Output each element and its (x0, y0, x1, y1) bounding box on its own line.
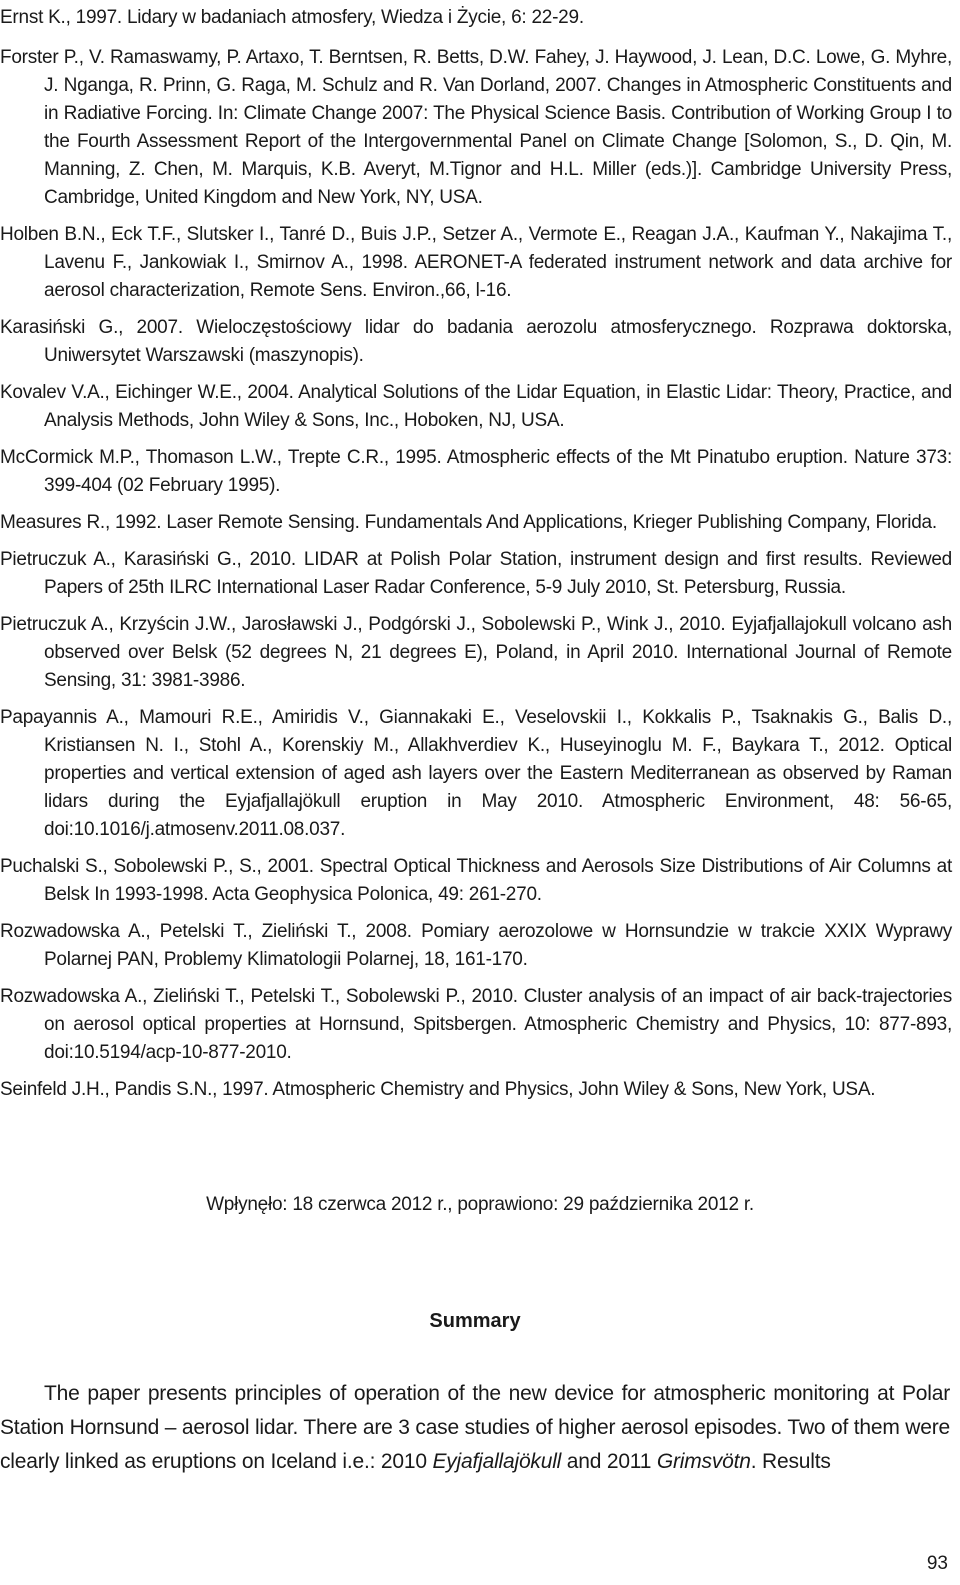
reference-list (0, 4, 952, 1113)
received-date-note: Wpłynęło: 18 czerwca 2012 r., poprawiono: 29 października 2012 r. (206, 1194, 754, 1215)
summary-text-part: and 2011 (561, 1450, 657, 1473)
volcano-name: Eyjafjallajökull (432, 1450, 562, 1473)
page-number: 93 (926, 1553, 948, 1574)
summary-heading: Summary (429, 1310, 521, 1332)
reference-item: Pietruczuk A., Krzyścin J.W., Jarosławski J., Podgórski J., Sobolewski P., Wink J., 2010. Eyjafjallajokull volcano ash observed over Belsk (52 degrees N, 21 degrees E), Poland, in April 2010. International Journal of Remote Sensing, 31: 3981-3986. (0, 614, 952, 691)
summary-text-part: The paper presents principles of operation of the new device for atmospheric monitoring at Polar Station Hornsund – aerosol lidar. There are 3 case studies of higher aerosol episodes. Two of them were clearly linked as eruptions on Iceland i.e.: 2010 (0, 1382, 950, 1473)
reference-item: McCormick M.P., Thomason L.W., Trepte C.R., 1995. Atmospheric effects of the Mt Pinatubo eruption. Nature 373: 399-404 (02 February 1995). (0, 447, 952, 496)
reference-item: Pietruczuk A., Karasiński G., 2010. LIDAR at Polish Polar Station, instrument design and first results. Reviewed Papers of 25th ILRC International Laser Radar Conference, 5-9 July 2010, St. Petersburg, Russia. (0, 549, 952, 598)
volcano-name: Grimsvötn (656, 1450, 751, 1473)
reference-item: Puchalski S., Sobolewski P., S., 2001. Spectral Optical Thickness and Aerosols Size Distributions of Air Columns at Belsk In 1993-1998. Acta Geophysica Polonica, 49: 261-270. (0, 856, 952, 905)
reference-item: Karasiński G., 2007. Wieloczęstościowy lidar do badania aerozolu atmosferycznego. Rozprawa doktorska, Uniwersytet Warszawski (maszynopis). (0, 317, 952, 366)
reference-item: Measures R., 1992. Laser Remote Sensing. Fundamentals And Applications, Krieger Publishing Company, Florida. (0, 512, 937, 533)
reference-item: Kovalev V.A., Eichinger W.E., 2004. Analytical Solutions of the Lidar Equation, in Elastic Lidar: Theory, Practice, and Analysis Methods, John Wiley & Sons, Inc., Hoboken, NJ, USA. (0, 382, 952, 431)
summary-paragraph (0, 1377, 950, 1479)
reference-item: Papayannis A., Mamouri R.E., Amiridis V., Giannakaki E., Veselovskii I., Kokkalis P., Tsaknakis G., Balis D., Kristiansen N. I., Stohl A., Korenskiy M., Allakhverdiev K., Huseyinoglu M. F., Baykara T., 2012. Optical properties and vertical extension of aged ash layers over the Eastern Mediterranean as observed by Raman lidars during the Eyjafjallajökull eruption in May 2010. Atmospheric Environment, 48: 56-65, doi:10.1016/j.atmosenv.2011.08.037. (0, 707, 952, 840)
reference-item: Seinfeld J.H., Pandis S.N., 1997. Atmospheric Chemistry and Physics, John Wiley & Sons, New York, USA. (0, 1079, 876, 1100)
reference-item: Ernst K., 1997. Lidary w badaniach atmosfery, Wiedza i Życie, 6: 22-29. (0, 7, 584, 28)
reference-item: Forster P., V. Ramaswamy, P. Artaxo, T. Berntsen, R. Betts, D.W. Fahey, J. Haywood, J. Lean, D.C. Lowe, G. Myhre, J. Nganga, R. Prinn, G. Raga, M. Schulz and R. Van Dorland, 2007. Changes in Atmospheric Constituents and in Radiative Forcing. In: Climate Change 2007: The Physical Science Basis. Contribution of Working Group I to the Fourth Assessment Report of the Intergovernmental Panel on Climate Change [Solomon, S., D. Qin, M. Manning, Z. Chen, M. Marquis, K.B. Averyt, M.Tignor and H.L. Miller (eds.)]. Cambridge University Press, Cambridge, United Kingdom and New York, NY, USA. (0, 47, 952, 208)
reference-item: Rozwadowska A., Zieliński T., Petelski T., Sobolewski P., 2010. Cluster analysis of an impact of air back-trajectories on aerosol optical properties at Hornsund, Spitsbergen. Atmospheric Chemistry and Physics, 10: 877-893, doi:10.5194/acp-10-877-2010. (0, 986, 952, 1063)
reference-item: Holben B.N., Eck T.F., Slutsker I., Tanré D., Buis J.P., Setzer A., Vermote E., Reagan J.A., Kaufman Y., Nakajima T., Lavenu F., Jankowiak I., Smirnov A., 1998. AERONET-A federated instrument network and data archive for aerosol characterization, Remote Sens. Environ.,66, l-16. (0, 224, 952, 301)
reference-item: Rozwadowska A., Petelski T., Zieliński T., 2008. Pomiary aerozolowe w Hornsundzie w trakcie XXIX Wyprawy Polarnej PAN, Problemy Klimatologii Polarnej, 18, 161-170. (0, 921, 952, 970)
summary-text-part: . Results (750, 1450, 831, 1473)
